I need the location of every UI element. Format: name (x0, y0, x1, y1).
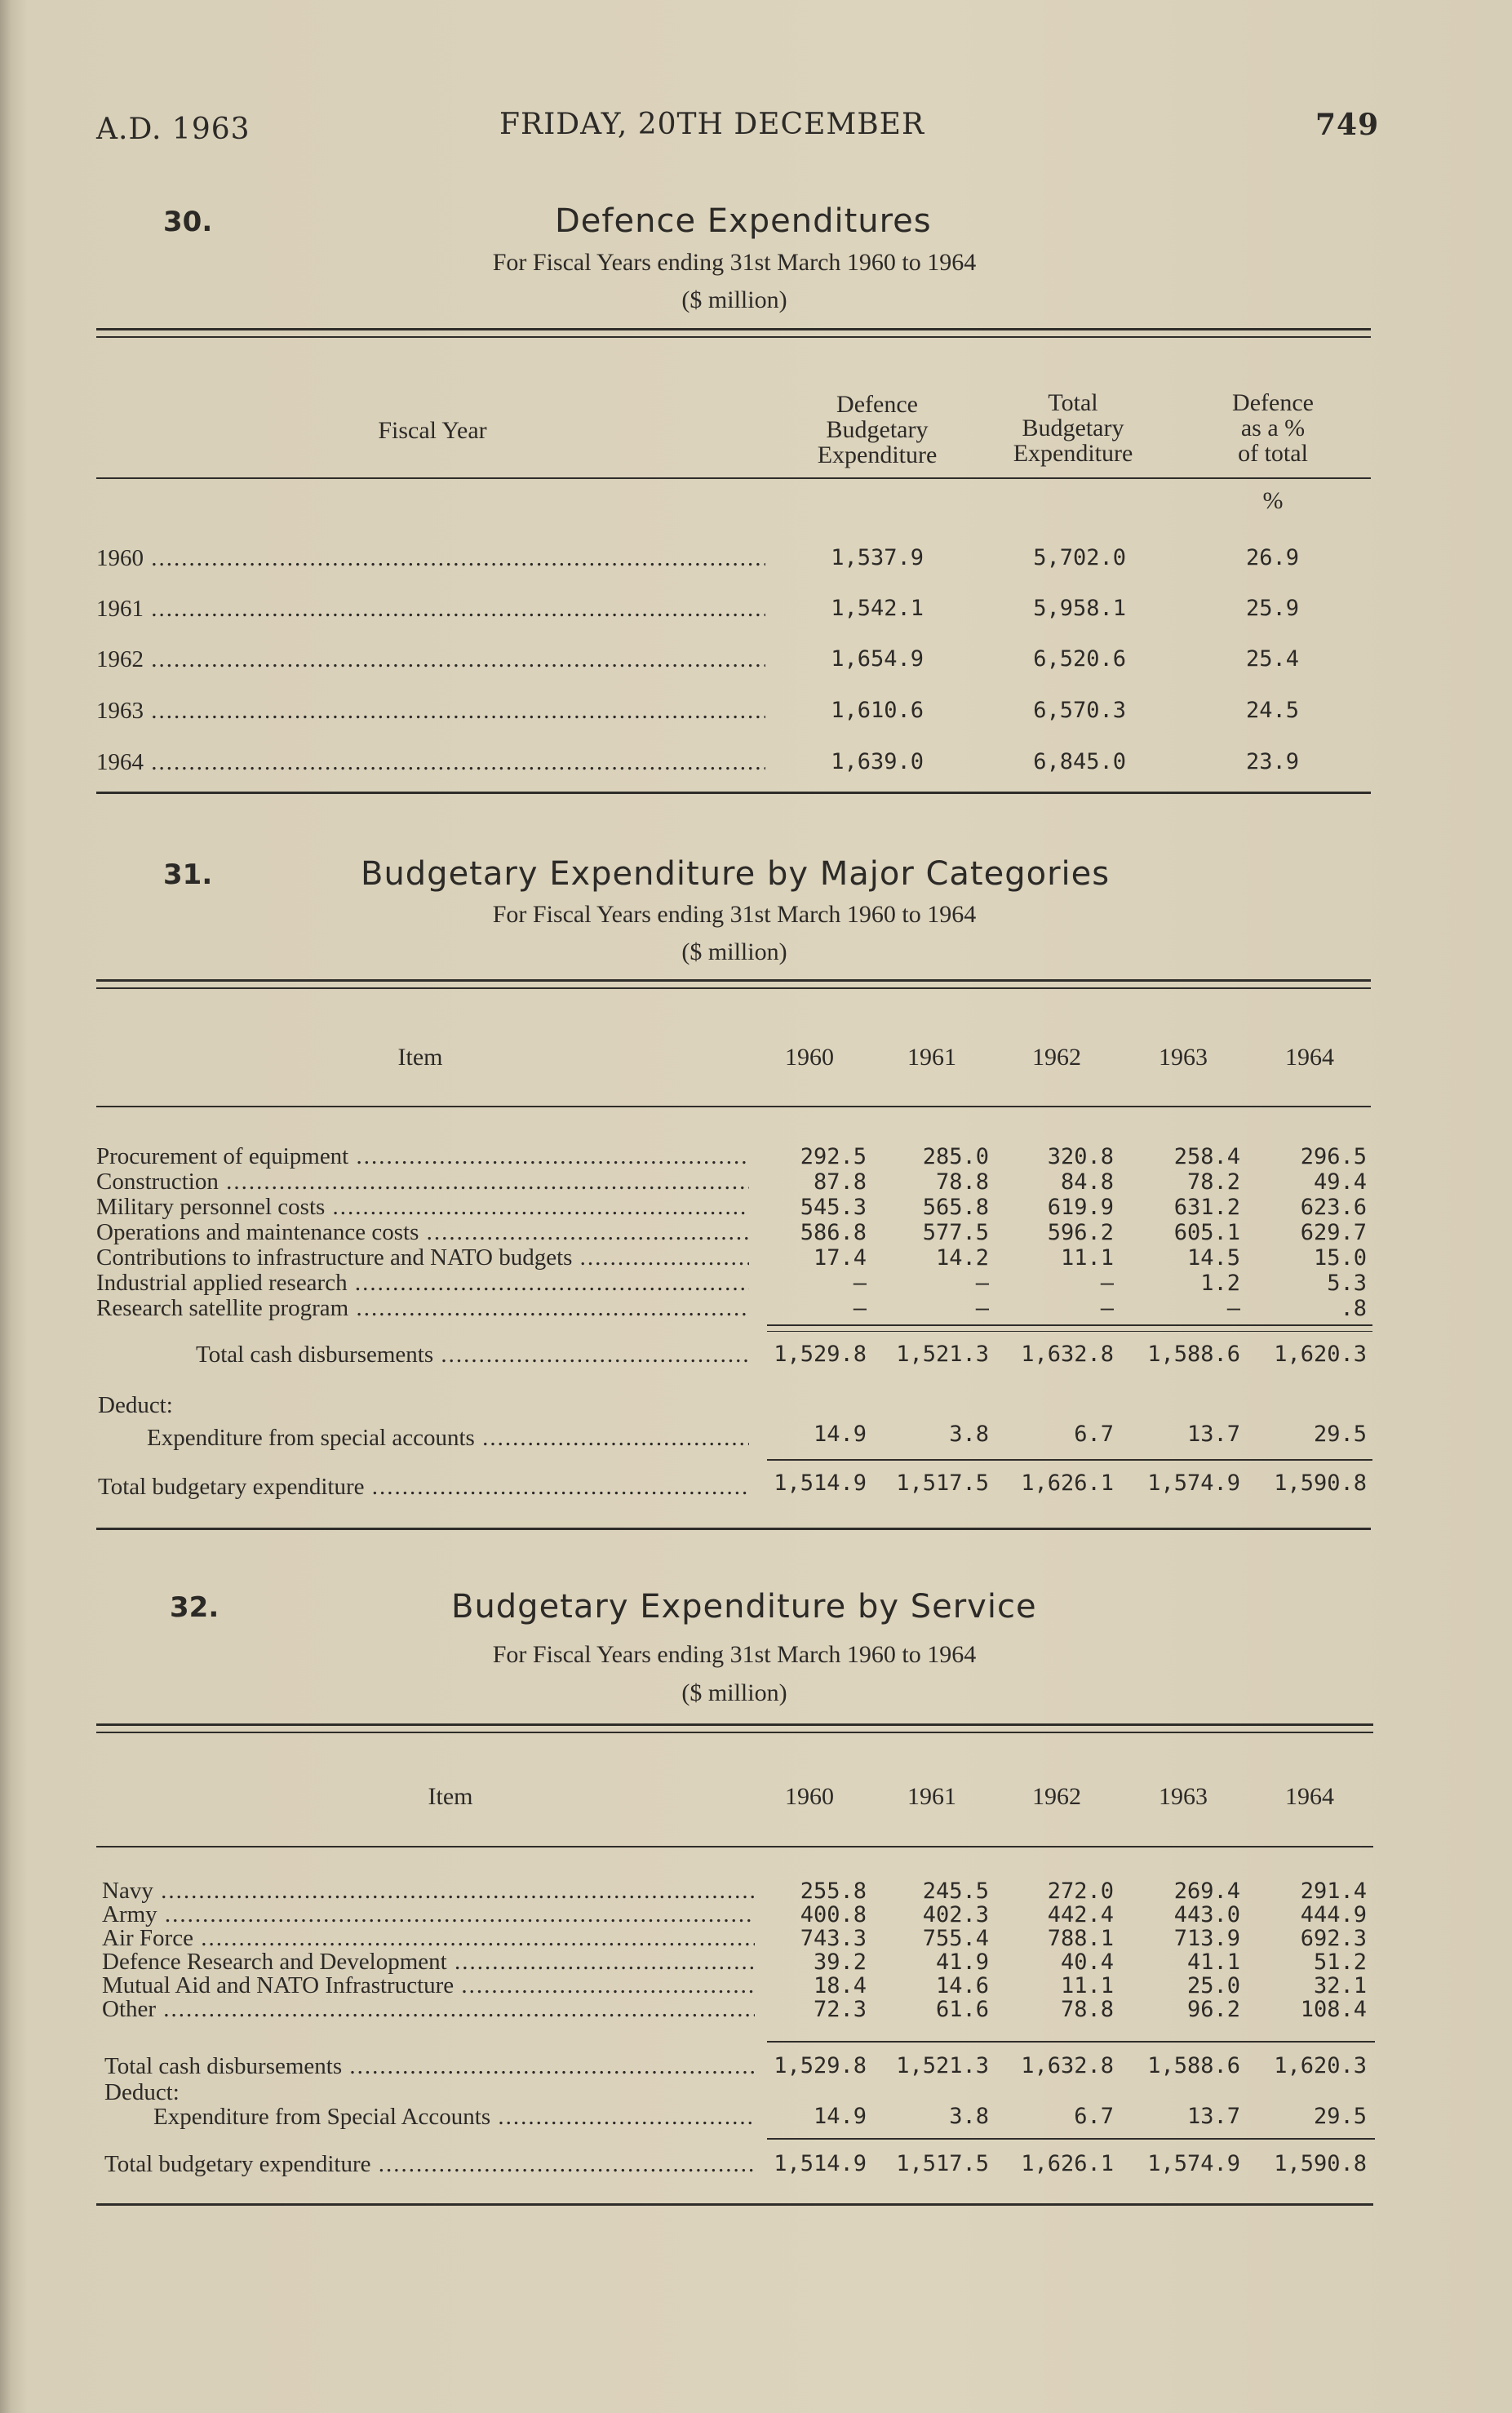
table32-row-value: 255.8 (800, 1879, 867, 1904)
table32-row-label: Army ..... (102, 1902, 755, 1927)
table31-row-value: 14.5 (1186, 1245, 1240, 1271)
table31-row-value: — (1100, 1271, 1114, 1296)
table31-row-value: 5.3 (1327, 1271, 1367, 1296)
table32-special-value: 14.9 (813, 2104, 867, 2129)
table31-row-value: 78.2 (1186, 1169, 1240, 1195)
table32-total-cash-value: 1,620.3 (1274, 2053, 1367, 2078)
table32-row-value: 14.6 (935, 1973, 989, 1998)
table30-bottom-rule (96, 792, 1371, 794)
table31-subtotal-rule-2 (767, 1331, 1372, 1332)
table31-total-budgetary-value: 1,590.8 (1274, 1470, 1367, 1496)
table31-total-cash-value: 1,620.3 (1274, 1342, 1367, 1367)
table30-top-rule (96, 328, 1371, 330)
table31-row-value: — (1100, 1296, 1114, 1321)
table31-year-header: 1964 (1285, 1044, 1334, 1071)
table32-row-value: 25.0 (1186, 1973, 1240, 1998)
table31-year-header: 1960 (785, 1044, 834, 1071)
table31-row-value: 258.4 (1173, 1144, 1240, 1169)
table31-bottom-rule (96, 1528, 1371, 1530)
table30-header-rule (96, 477, 1371, 479)
table31-row-value: — (853, 1296, 867, 1321)
table31-total-cash-value: 1,632.8 (1021, 1342, 1114, 1367)
table31-row-value: 1.2 (1200, 1271, 1240, 1296)
table32-total-budgetary-value: 1,517.5 (896, 2151, 989, 2176)
table32-row-label: Defence Research and Development ..... (102, 1949, 755, 1974)
table31-row-value: 11.1 (1060, 1245, 1114, 1271)
table30-row-total: 5,702.0 (1033, 545, 1126, 570)
table31-special-value: 14.9 (813, 1422, 867, 1447)
table32-subtotal-rule (767, 2041, 1375, 2043)
table31-row-value: 87.8 (813, 1169, 867, 1195)
table31-row-value: 631.2 (1173, 1195, 1240, 1220)
table32-special-value: 13.7 (1186, 2104, 1240, 2129)
table32-total-cash-value: 1,588.6 (1147, 2053, 1240, 2078)
table32-row-value: 743.3 (800, 1926, 867, 1951)
table31-subtitle: For Fiscal Years ending 31st March 1960 to 1964 (492, 901, 977, 928)
table31-row-label: Procurement of equipment ..... (96, 1144, 749, 1169)
table32-total-cash-label: Total cash disbursements ..... (104, 2053, 755, 2080)
table31-deduct-label: Deduct: (98, 1392, 173, 1418)
table32-row-value: 78.8 (1060, 1997, 1114, 2022)
table30-col-defence-line3: Expenditure (817, 441, 938, 468)
table32-row-label: Other ..... (102, 1997, 755, 2021)
table31-row-value: 292.5 (800, 1144, 867, 1169)
table31-total-budgetary-value: 1,514.9 (774, 1470, 867, 1496)
page-number: 749 (1315, 108, 1380, 142)
table32-year-header: 1963 (1159, 1783, 1208, 1810)
table32-deduct-label: Deduct: (104, 2079, 180, 2105)
table30-row-total: 6,570.3 (1033, 698, 1126, 723)
table31-row-value: 629.7 (1300, 1220, 1367, 1245)
table30-pct-unit: % (1262, 487, 1284, 514)
table30-col-defence-line2: Budgetary (826, 416, 929, 443)
table31-header-rule (96, 1106, 1371, 1107)
table32-row-value: 443.0 (1173, 1902, 1240, 1927)
table30-col-pct (1175, 390, 1371, 466)
table32-row-value: 788.1 (1047, 1926, 1114, 1951)
table31-total-cash-value: 1,521.3 (896, 1342, 989, 1367)
table31-row-value: 577.5 (922, 1220, 989, 1245)
table32-row-value: 40.4 (1060, 1949, 1114, 1975)
table32-row-value: 272.0 (1047, 1879, 1114, 1904)
table30-subtitle: For Fiscal Years ending 31st March 1960 to 1964 (492, 249, 977, 276)
table32-total-budgetary-value: 1,626.1 (1021, 2151, 1114, 2176)
table32-row-value: 245.5 (922, 1879, 989, 1904)
table31-special-value: 3.8 (949, 1422, 989, 1447)
table32-row-value: 41.1 (1186, 1949, 1240, 1975)
table31-year-header: 1961 (907, 1044, 956, 1071)
table32-row-value: 18.4 (813, 1973, 867, 1998)
table32-year-header: 1961 (907, 1783, 956, 1810)
table31-total-budgetary-label: Total budgetary expenditure ..... (98, 1474, 749, 1501)
table30-col-total (967, 390, 1179, 466)
table30-row-total: 5,958.1 (1033, 596, 1126, 621)
table31-number: 31. (163, 858, 213, 891)
table30-row-total: 6,845.0 (1033, 749, 1126, 774)
table31-row-value: — (1226, 1296, 1240, 1321)
table30-row-defence: 1,610.6 (831, 698, 924, 723)
table32-special-value: 6.7 (1074, 2104, 1114, 2129)
table30-unit: ($ million) (681, 286, 787, 313)
table31-special-value: 29.5 (1313, 1422, 1367, 1447)
table30-row-year: 1964 ..... (96, 749, 765, 776)
table32-row-value: 444.9 (1300, 1902, 1367, 1927)
table32-row-value: 269.4 (1173, 1879, 1240, 1904)
table32-row-value: 108.4 (1300, 1997, 1367, 2022)
table32-special-label: Expenditure from Special Accounts ..... (153, 2104, 755, 2131)
table32-bottom-rule (96, 2203, 1373, 2206)
table30-top-rule-2 (96, 336, 1371, 338)
table32-item-header: Item (428, 1783, 473, 1810)
table31-row-value: 565.8 (922, 1195, 989, 1220)
table31-row-value: 78.8 (935, 1169, 989, 1195)
table32-header-rule (96, 1846, 1373, 1847)
table30-row-defence: 1,639.0 (831, 749, 924, 774)
table31-row-label: Operations and maintenance costs ..... (96, 1220, 749, 1244)
table31-row-value: 596.2 (1047, 1220, 1114, 1245)
table32-row-value: 72.3 (813, 1997, 867, 2022)
table32-total-cash-value: 1,632.8 (1021, 2053, 1114, 2078)
table32-total-budgetary-value: 1,590.8 (1274, 2151, 1367, 2176)
table32-number: 32. (170, 1591, 219, 1624)
table30-col-total-line2: Budgetary (1022, 415, 1124, 441)
table30-col-pct-line3: of total (1238, 440, 1308, 467)
table32-total-budgetary-value: 1,514.9 (774, 2151, 867, 2176)
table31-row-value: 49.4 (1313, 1169, 1367, 1195)
table30-col-total-line3: Expenditure (1013, 440, 1133, 467)
table32-row-label: Mutual Aid and NATO Infrastructure ..... (102, 1973, 755, 1998)
table31-special-value: 6.7 (1074, 1422, 1114, 1447)
table32-title: Budgetary Expenditure by Service (451, 1588, 1037, 1626)
table31-total-cash-value: 1,588.6 (1147, 1342, 1240, 1367)
table30-row-pct: 25.4 (1245, 646, 1299, 672)
table32-year-header: 1960 (785, 1783, 834, 1810)
table32-year-header: 1964 (1285, 1783, 1334, 1810)
table31-row-label: Industrial applied research ..... (96, 1271, 749, 1295)
table31-row-value: — (975, 1271, 989, 1296)
table31-unit: ($ million) (681, 938, 787, 965)
table30-col-defence (771, 392, 983, 468)
table30-row-year: 1963 ..... (96, 698, 765, 725)
header-left: A.D. 1963 (96, 113, 251, 146)
table31-deduct-rule (767, 1459, 1372, 1461)
table30-col-pct-line1: Defence (1232, 389, 1314, 416)
header-center: FRIDAY, 20TH DECEMBER (499, 108, 925, 141)
table31-row-label: Contributions to infrastructure and NATO budgets ..... (96, 1245, 749, 1270)
table32-top-rule-2 (96, 1732, 1373, 1733)
table32-row-value: 291.4 (1300, 1879, 1367, 1904)
table31-total-cash-value: 1,529.8 (774, 1342, 867, 1367)
table30-row-defence: 1,542.1 (831, 596, 924, 621)
table31-special-value: 13.7 (1186, 1422, 1240, 1447)
table30-col-fiscal-year: Fiscal Year (378, 417, 487, 444)
table31-row-value: 296.5 (1300, 1144, 1367, 1169)
table31-total-budgetary-value: 1,626.1 (1021, 1470, 1114, 1496)
table32-top-rule (96, 1723, 1373, 1726)
table32-special-value: 29.5 (1313, 2104, 1367, 2129)
table32-row-value: 402.3 (922, 1902, 989, 1927)
table31-total-budgetary-value: 1,574.9 (1147, 1470, 1240, 1496)
table32-row-value: 61.6 (935, 1997, 989, 2022)
table30-row-year: 1960 ..... (96, 545, 765, 572)
table32-row-value: 96.2 (1186, 1997, 1240, 2022)
table32-row-value: 32.1 (1313, 1973, 1367, 1998)
table30-row-year: 1961 ..... (96, 596, 765, 623)
table32-total-cash-value: 1,529.8 (774, 2053, 867, 2078)
table32-special-value: 3.8 (949, 2104, 989, 2129)
table31-row-value: 17.4 (813, 1245, 867, 1271)
table30-row-total: 6,520.6 (1033, 646, 1126, 672)
table31-row-value: 15.0 (1313, 1245, 1367, 1271)
table32-total-cash-value: 1,521.3 (896, 2053, 989, 2078)
table30-col-total-line1: Total (1048, 389, 1098, 416)
table30-row-pct: 24.5 (1245, 698, 1299, 723)
table31-top-rule-2 (96, 987, 1371, 989)
table31-row-label: Research satellite program ..... (96, 1296, 749, 1320)
table31-row-value: 605.1 (1173, 1220, 1240, 1245)
table32-subtitle: For Fiscal Years ending 31st March 1960 to 1964 (492, 1641, 977, 1668)
table31-item-header: Item (397, 1044, 443, 1071)
table32-row-value: 39.2 (813, 1949, 867, 1975)
table31-row-label: Construction ..... (96, 1169, 749, 1194)
table32-row-value: 442.4 (1047, 1902, 1114, 1927)
table31-total-cash-label: Total cash disbursements ..... (196, 1342, 749, 1368)
table31-row-label: Military personnel costs ..... (96, 1195, 749, 1219)
table31-row-value: .8 (1340, 1296, 1367, 1321)
table31-row-value: 545.3 (800, 1195, 867, 1220)
table31-total-budgetary-value: 1,517.5 (896, 1470, 989, 1496)
table31-row-value: 320.8 (1047, 1144, 1114, 1169)
table31-row-value: — (853, 1271, 867, 1296)
table30-title: Defence Expenditures (555, 202, 932, 240)
table30-row-year: 1962 ..... (96, 646, 765, 673)
table32-total-budgetary-label: Total budgetary expenditure ..... (104, 2151, 755, 2178)
table30-col-defence-line1: Defence (836, 391, 918, 418)
table31-row-value: 285.0 (922, 1144, 989, 1169)
table32-deduct-rule (767, 2138, 1375, 2140)
table31-subtotal-rule (767, 1324, 1372, 1326)
table31-year-header: 1962 (1032, 1044, 1081, 1071)
table32-row-value: 51.2 (1313, 1949, 1367, 1975)
table32-row-value: 713.9 (1173, 1926, 1240, 1951)
table30-col-pct-line2: as a % (1240, 415, 1306, 441)
table31-row-value: 84.8 (1060, 1169, 1114, 1195)
table30-row-defence: 1,654.9 (831, 646, 924, 672)
table31-top-rule (96, 979, 1371, 982)
table31-year-header: 1963 (1159, 1044, 1208, 1071)
table31-special-label: Expenditure from special accounts ..... (147, 1425, 749, 1452)
table31-row-value: 619.9 (1047, 1195, 1114, 1220)
table31-title: Budgetary Expenditure by Major Categories (361, 855, 1111, 893)
table32-unit: ($ million) (681, 1679, 787, 1706)
table31-row-value: 623.6 (1300, 1195, 1367, 1220)
table32-row-label: Air Force ..... (102, 1926, 755, 1950)
table30-number: 30. (163, 206, 213, 238)
table32-row-value: 400.8 (800, 1902, 867, 1927)
table32-row-value: 692.3 (1300, 1926, 1367, 1951)
table30-row-pct: 25.9 (1245, 596, 1299, 621)
table31-row-value: 586.8 (800, 1220, 867, 1245)
table32-row-value: 11.1 (1060, 1973, 1114, 1998)
table32-year-header: 1962 (1032, 1783, 1081, 1810)
table32-total-budgetary-value: 1,574.9 (1147, 2151, 1240, 2176)
table31-row-value: 14.2 (935, 1245, 989, 1271)
table30-row-defence: 1,537.9 (831, 545, 924, 570)
table32-row-label: Navy ..... (102, 1879, 755, 1903)
table31-row-value: — (975, 1296, 989, 1321)
table30-row-pct: 26.9 (1245, 545, 1299, 570)
table30-row-pct: 23.9 (1245, 749, 1299, 774)
table32-row-value: 755.4 (922, 1926, 989, 1951)
table32-row-value: 41.9 (935, 1949, 989, 1975)
